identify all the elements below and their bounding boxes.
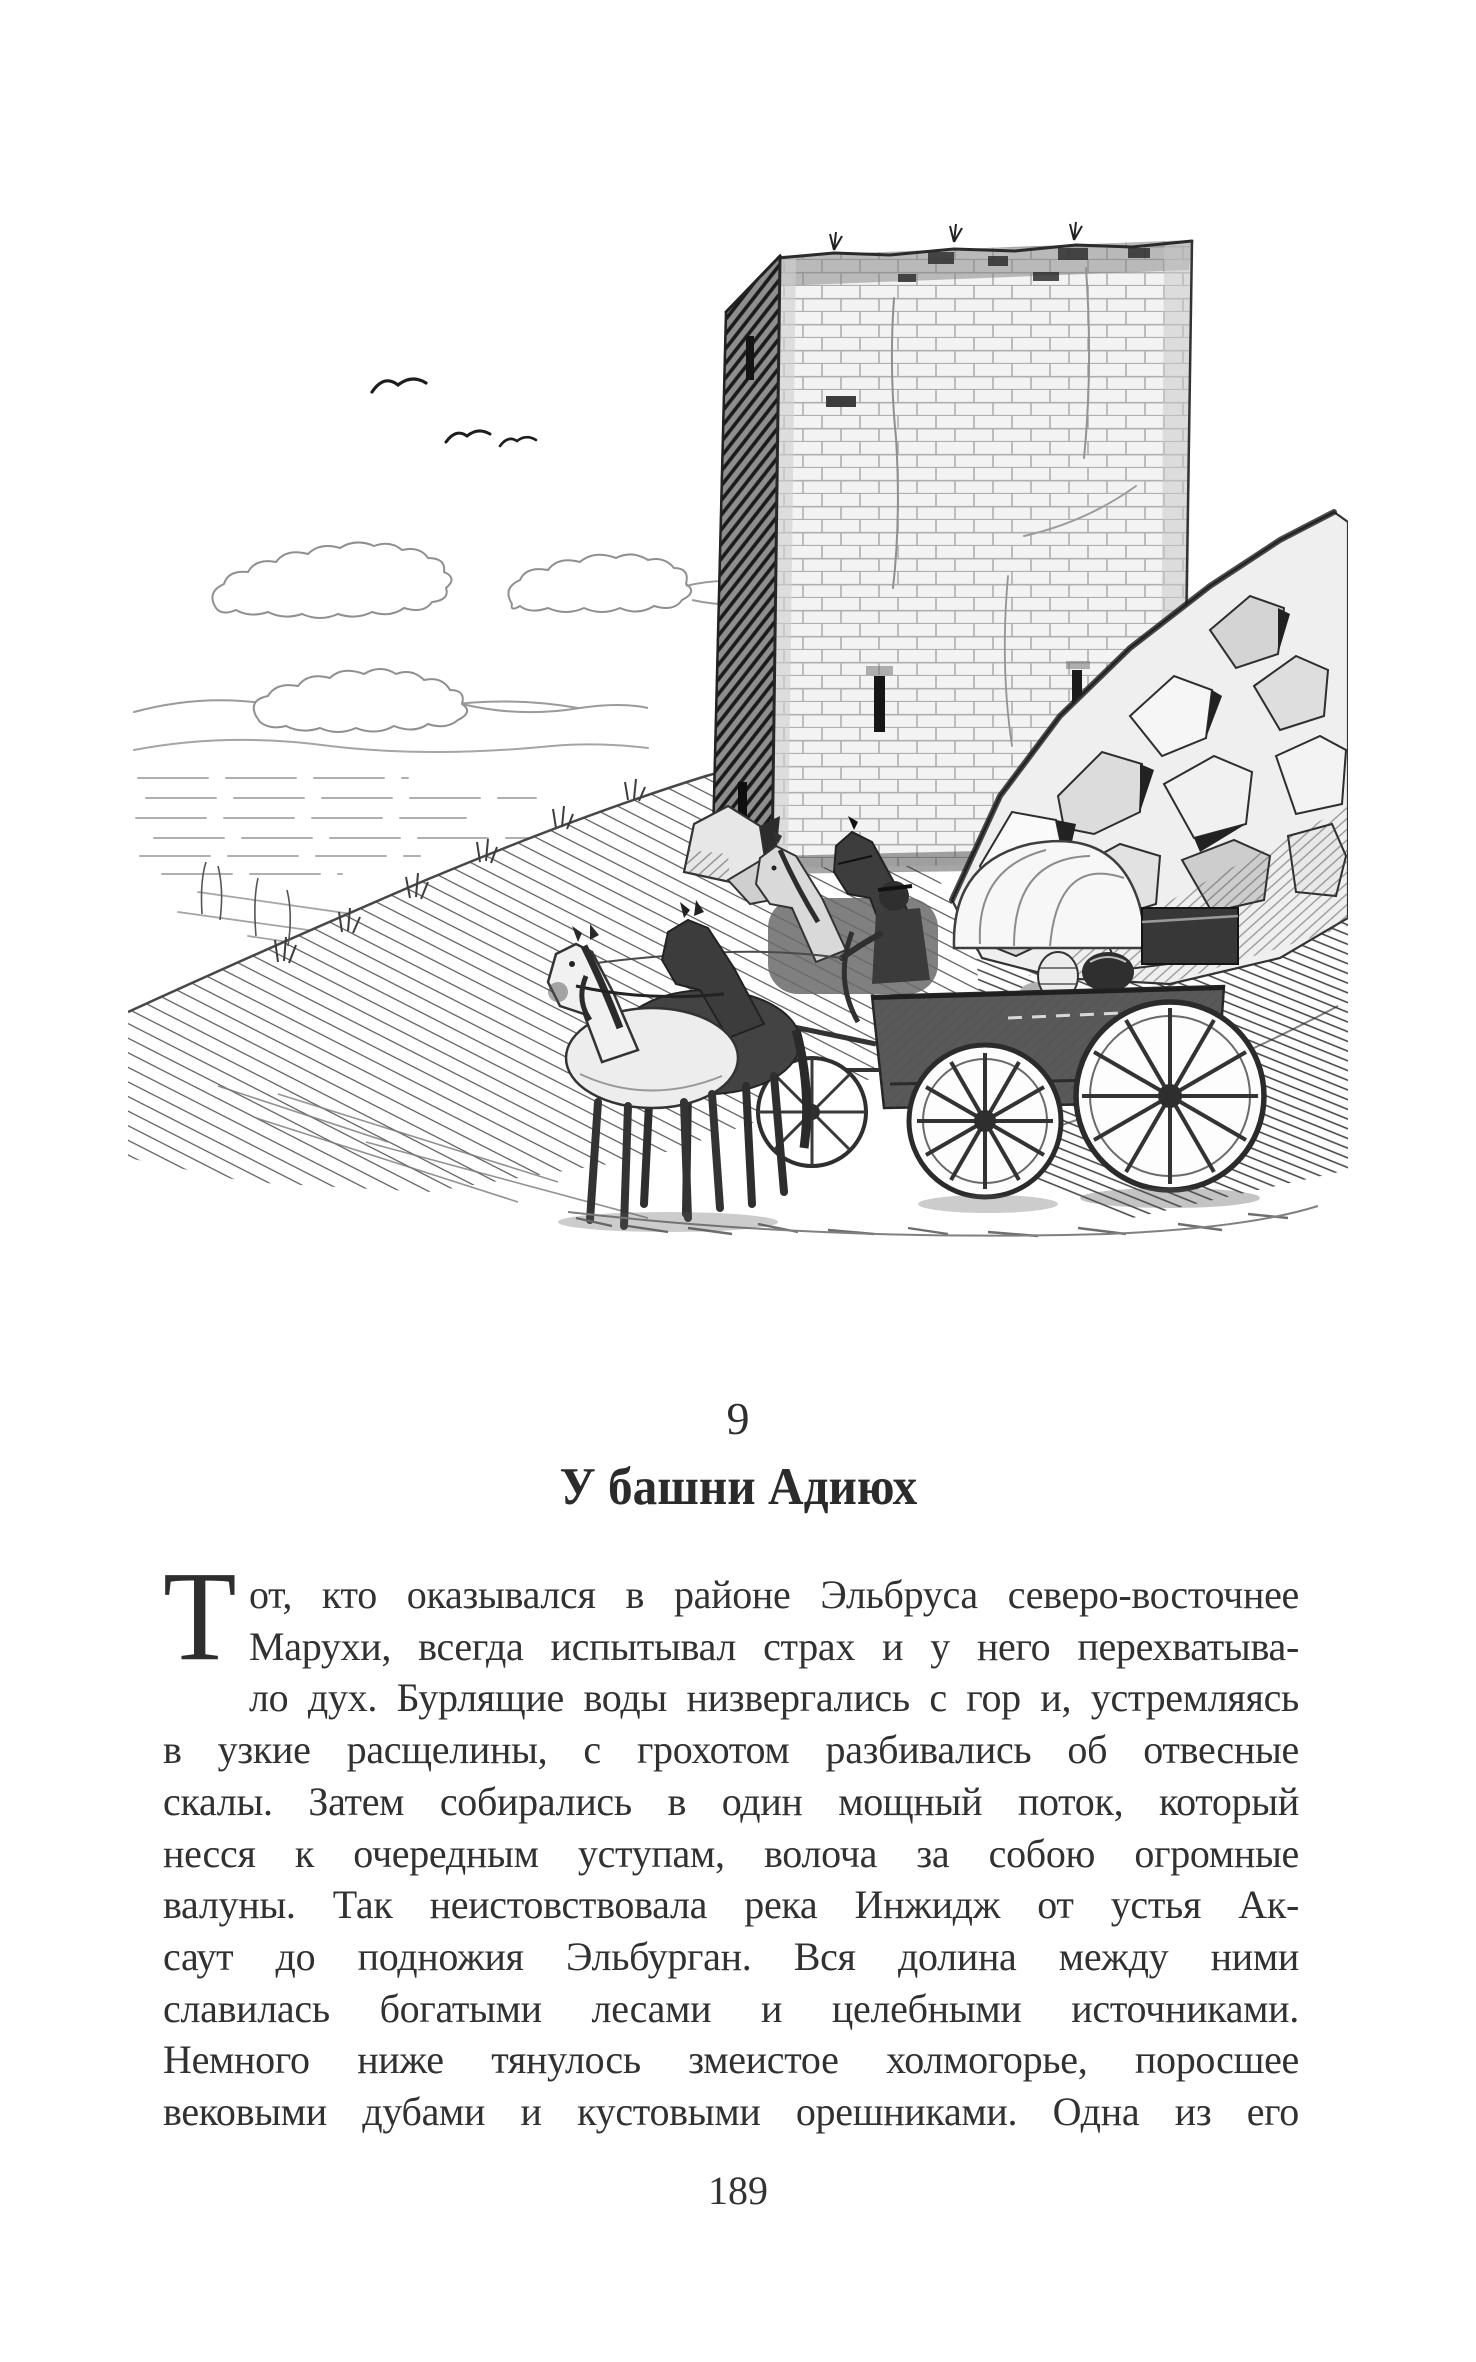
arrow-slit-window (746, 336, 754, 380)
chapter-illustration (128, 156, 1348, 1240)
body-line: валуны. Так неистовствовала река Инжидж от устья Ак- (163, 1882, 1299, 1928)
body-line: скалы. Затем собирались в один мощный поток, который (163, 1778, 1299, 1824)
body-line: Немного ниже тянулось змеистое холмогорье, поросшее (163, 2037, 1299, 2083)
chapter-number: 9 (726, 1393, 750, 1444)
body-line: ло дух. Бурлящие воды низвергались с гор и, устремляясь (249, 1675, 1299, 1721)
body-line: от, кто оказывался в районе Эльбруса северо-восточнее (249, 1572, 1299, 1617)
putlog-hole (826, 396, 856, 407)
middle-wheel (909, 1045, 1061, 1197)
birds (372, 379, 536, 446)
chapter-title-text: У башни Адиюх (559, 1458, 917, 1516)
body-line: Марухи, всегда испытывал страх и у него перехватыва- (249, 1623, 1299, 1669)
body-line: в узкие расщелины, с грохотом разбивались об отвесные (163, 1727, 1299, 1773)
drop-cap: Т (163, 1545, 237, 1687)
body-line: вековыми дубами и кустовыми орешниками. Одна из его (163, 2089, 1299, 2135)
body-line: несся к очередным уступам, волоча за собою огромные (163, 1830, 1299, 1876)
arrow-slit-window (874, 676, 885, 732)
clouds (212, 542, 774, 732)
chapter-title (0, 1458, 1476, 1516)
body-line: саут до подножия Эльбурган. Вся долина между ними (163, 1933, 1299, 1979)
window-lintel (1066, 661, 1090, 669)
body-line: славилась богатыми лесами и целебными источниками. (163, 1985, 1299, 2031)
driver-body (872, 908, 930, 984)
rear-wheel (1076, 1002, 1264, 1190)
window-lintel (866, 666, 893, 675)
body-paragraph (163, 1545, 1299, 2138)
page-number: 189 (708, 2168, 768, 2213)
